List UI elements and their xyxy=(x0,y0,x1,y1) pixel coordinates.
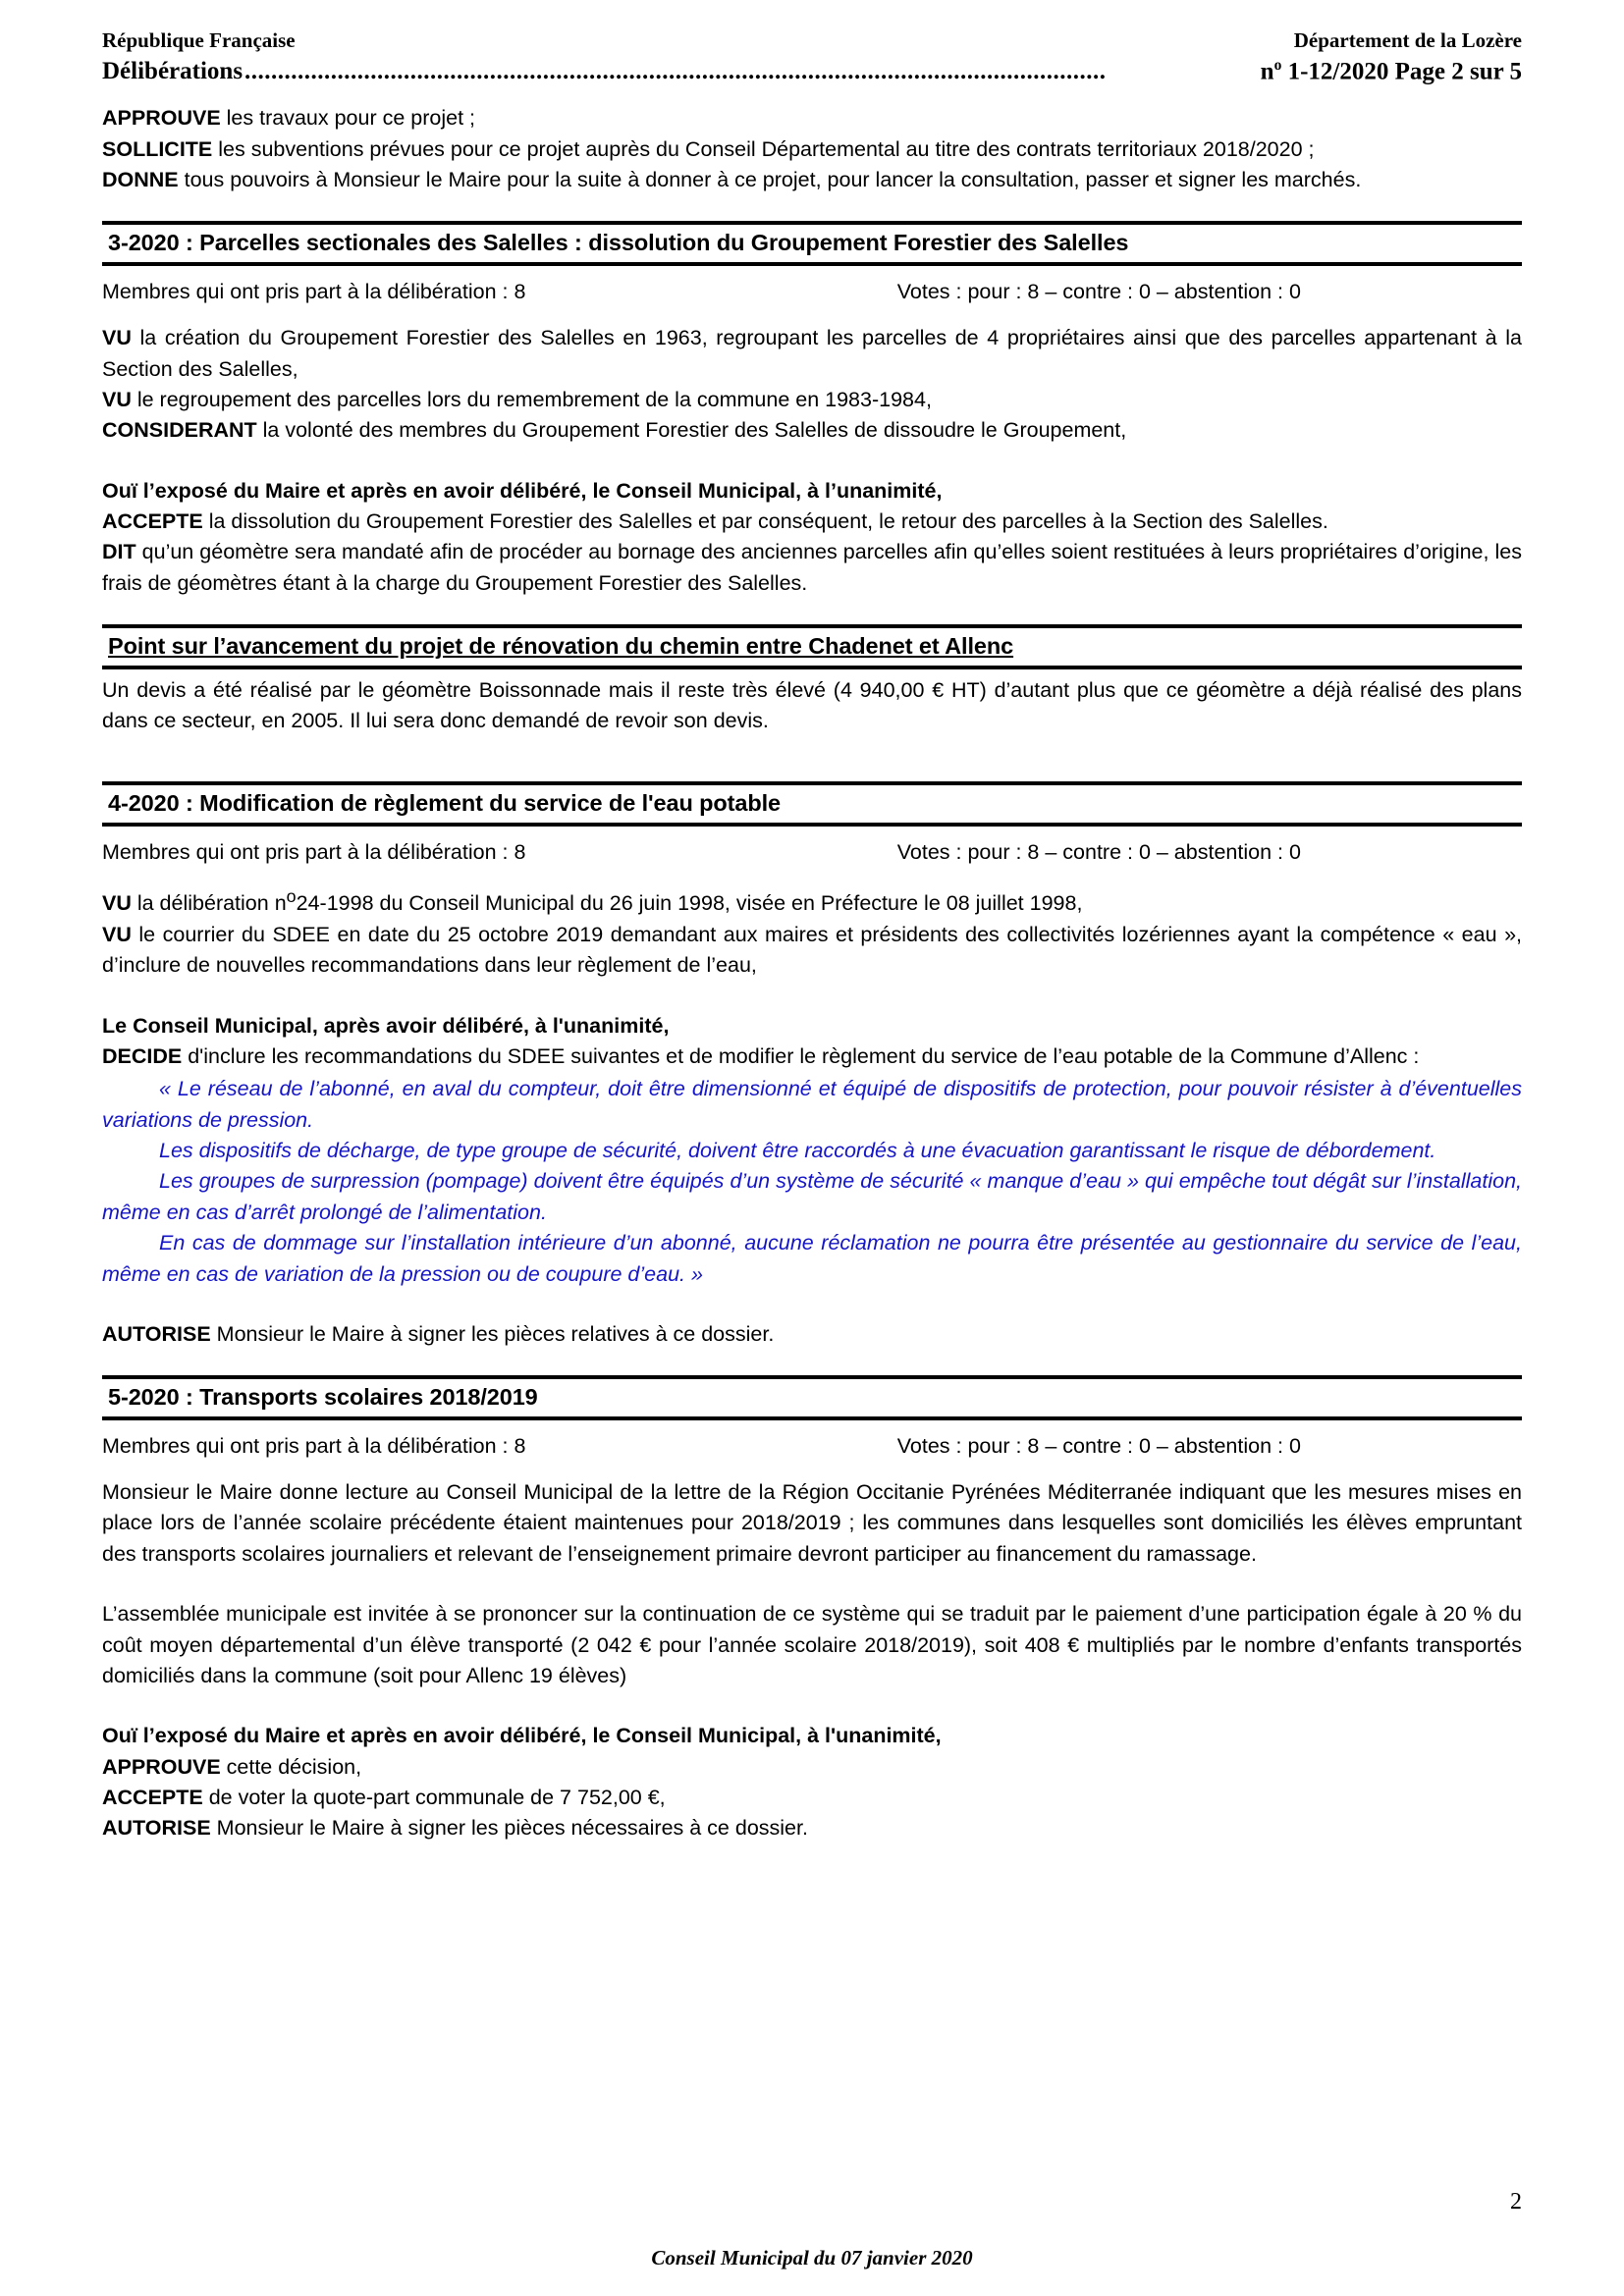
header-top-row xyxy=(102,27,1522,54)
section5-approuve-text: cette décision, xyxy=(220,1754,362,1779)
section-4-2020-decisions xyxy=(102,1011,1522,1073)
intro-approuve-line xyxy=(102,103,1522,133)
quote-paragraph-2: Les dispositifs de décharge, de type groupe de sécurité, doivent être raccordés à une évacuation garantissant le risque de débordement. xyxy=(159,1139,1436,1162)
quote-paragraph-3: Les groupes de surpression (pompage) doivent être équipés d’un système de sécurité « manque d’eau » qui empêche tout dégât sur l’installation, même en cas d’arrêt prolongé de l’alimentation. xyxy=(102,1169,1522,1224)
section-heading-5-2020 xyxy=(102,1375,1522,1420)
section3-considerant-line xyxy=(102,415,1522,446)
spacer xyxy=(102,1290,1522,1319)
keyword-accepte: ACCEPTE xyxy=(102,509,203,533)
votes-tally-3-2020: Votes : pour : 8 – contre : 0 – abstention : 0 xyxy=(896,279,1301,303)
section4-conseil-line: Le Conseil Municipal, après avoir délibéré, à l'unanimité, xyxy=(102,1013,670,1038)
header-dot-leader: .................................................................................................................................. xyxy=(244,59,1107,84)
section5-autorise-line xyxy=(102,1813,1522,1843)
keyword-dit: DIT xyxy=(102,540,136,564)
keyword-accepte: ACCEPTE xyxy=(102,1786,203,1810)
members-count-4-2020: Membres qui ont pris part à la délibération : 8 xyxy=(102,839,526,864)
spacer xyxy=(102,736,1522,781)
section4-vu1-superscript: o xyxy=(286,886,297,907)
header-departement: Département de la Lozère xyxy=(1293,28,1522,52)
votes-tally-4-2020: Votes : pour : 8 – contre : 0 – abstention : 0 xyxy=(896,839,1301,864)
section3-vu1-line xyxy=(102,323,1522,385)
quote-paragraph-1: « Le réseau de l’abonné, en aval du compteur, doit être dimensionné et équipé de dispositifs de protection, pour pouvoir résister à d’éventuelles variations de pression. xyxy=(102,1077,1522,1132)
section4-vu1-text-b: 24-1998 du Conseil Municipal du 26 juin 1998, visée en Préfecture le 08 juillet 1998, xyxy=(296,891,1083,916)
keyword-decide: DECIDE xyxy=(102,1043,183,1068)
page-number: 2 xyxy=(1510,2189,1522,2215)
header-republique: République Française xyxy=(102,28,296,52)
section4-vu2-text: le courrier du SDEE en date du 25 octobre 2019 demandant aux maires et présidents des collectivités lozériennes ayant la compétence « eau », d’inclure de nouvelles recommandations dans leur règlement de l’eau, xyxy=(102,922,1522,978)
section4-vu1-text-a: la délibération n xyxy=(131,891,287,916)
section-heading-point-chemin xyxy=(102,624,1522,669)
spacer xyxy=(102,1570,1522,1599)
header-title-row xyxy=(102,56,1522,87)
document-header xyxy=(102,27,1522,87)
keyword-sollicite: SOLLICITE xyxy=(102,136,213,161)
section-heading-4-2020 xyxy=(102,781,1522,827)
header-ref-rest: 1-12/2020 Page 2 sur 5 xyxy=(1281,58,1522,85)
section-5-2020-body xyxy=(102,1477,1522,1570)
votes-tally-5-2020: Votes : pour : 8 – contre : 0 – abstention : 0 xyxy=(896,1433,1301,1458)
section4-decide-line xyxy=(102,1041,1522,1072)
section3-vu2-line xyxy=(102,385,1522,415)
section3-vu2-text: le regroupement des parcelles lors du remembrement de la commune en 1983-1984, xyxy=(131,387,932,411)
spacer xyxy=(102,1691,1522,1721)
section4-autorise-line xyxy=(102,1319,1522,1350)
header-deliberations-label: Délibérations xyxy=(102,58,244,85)
intro-donne-text: tous pouvoirs à Monsieur le Maire pour la suite à donner à ce projet, pour lancer la consultation, passer et signer les marchés. xyxy=(178,167,1362,191)
keyword-autorise: AUTORISE xyxy=(102,1816,211,1841)
section3-accepte-line xyxy=(102,507,1522,537)
section-5-2020-decisions xyxy=(102,1721,1522,1844)
intro-sollicite-line xyxy=(102,134,1522,165)
sdee-recommendations-quote xyxy=(102,1074,1522,1290)
keyword-vu: VU xyxy=(102,891,132,916)
intro-approuve-text: les travaux pour ce projet ; xyxy=(220,106,475,131)
votes-row-5-2020 xyxy=(102,1430,1522,1462)
members-count-3-2020: Membres qui ont pris part à la délibération : 8 xyxy=(102,279,526,303)
section5-paragraph-2: L’assemblée municipale est invitée à se prononcer sur la continuation de ce système qui se traduit par le paiement d’une participation égale à 20 % du coût moyen départemental d’un élève transporté (2 042 € pour l’année scolaire 2018/2019), soit 408 € multipliés par le nombre d’enfants transportés domiciliés dans la commune (soit pour Allenc 19 élèves) xyxy=(102,1602,1522,1687)
section3-dit-text: qu’un géomètre sera mandaté afin de procéder au bornage des anciennes parcelles afin qu’elles soient restituées à leurs propriétaires d’origine, les frais de géomètres étant à la charge du Groupement Forestier des Salelles. xyxy=(102,540,1522,595)
votes-row-4-2020 xyxy=(102,836,1522,868)
section5-paragraph-1: Monsieur le Maire donne lecture au Conseil Municipal de la lettre de la Région Occitanie Pyrénées Méditerranée indiquant que les mesures mises en place lors de l’année scolaire précédente étaient maintenues pour 2018/2019 ; les communes dans lesquelles sont domiciliés les élèves empruntant des transports scolaires journaliers et relevant de l’enseignement primaire devront participer au financement du ramassage. xyxy=(102,1480,1522,1566)
point-chemin-text: Un devis a été réalisé par le géomètre Boissonnade mais il reste très élevé (4 940,00 € HT) d’autant plus que ce géomètre a déjà réalisé des plans dans ce secteur, en 2005. Il lui sera donc demandé de revoir son devis. xyxy=(102,677,1522,733)
section-5-2020-body-2 xyxy=(102,1599,1522,1691)
footer-caption: Conseil Municipal du 07 janvier 2020 xyxy=(651,2246,973,2269)
intro-donne-line xyxy=(102,165,1522,195)
point-chemin-title: Point sur l’avancement du projet de rénovation du chemin entre Chadenet et Allenc xyxy=(108,633,1014,660)
header-reference xyxy=(1261,56,1522,87)
members-count-5-2020: Membres qui ont pris part à la délibération : 8 xyxy=(102,1433,526,1458)
votes-row-3-2020 xyxy=(102,276,1522,307)
section4-decide-text: d'inclure les recommandations du SDEE suivantes et de modifier le règlement du service de l’eau potable de la Commune d’Allenc : xyxy=(182,1043,1420,1068)
intro-block xyxy=(102,103,1522,195)
section-4-2020-title: 4-2020 : Modification de règlement du service de l'eau potable xyxy=(108,790,781,817)
section5-accepte-text: de voter la quote-part communale de 7 752,00 €, xyxy=(202,1786,666,1810)
section-3-2020-considerations xyxy=(102,323,1522,447)
keyword-approuve: APPROUVE xyxy=(102,106,221,131)
section3-vu1-text: la création du Groupement Forestier des Salelles en 1963, regroupant les parcelles de 4 propriétaires ainsi que des parcelles appartenant à la Section des Salelles, xyxy=(102,326,1522,381)
keyword-vu: VU xyxy=(102,922,132,946)
point-chemin-body xyxy=(102,675,1522,737)
keyword-donne: DONNE xyxy=(102,167,179,191)
section3-considerant-text: la volonté des membres du Groupement Forestier des Salelles de dissoudre le Groupement, xyxy=(256,418,1127,443)
spacer xyxy=(102,982,1522,1011)
section-heading-3-2020 xyxy=(102,221,1522,266)
quote-paragraph-4: En cas de dommage sur l’installation intérieure d’un abonné, aucune réclamation ne pourra être présentée au gestionnaire du service de l’eau, même en cas de variation de la pression ou de coupure d’eau. » xyxy=(102,1231,1522,1286)
keyword-approuve: APPROUVE xyxy=(102,1754,221,1779)
section5-accepte-line xyxy=(102,1783,1522,1813)
header-ref-superscript: o xyxy=(1273,56,1282,74)
section5-approuve-line xyxy=(102,1752,1522,1783)
section5-autorise-text: Monsieur le Maire à signer les pièces nécessaires à ce dossier. xyxy=(210,1816,808,1841)
intro-sollicite-text: les subventions prévues pour ce projet auprès du Conseil Départemental au titre des contrats territoriaux 2018/2020 ; xyxy=(212,136,1315,161)
section-5-2020-title: 5-2020 : Transports scolaires 2018/2019 xyxy=(108,1384,538,1411)
section4-vu2-line xyxy=(102,920,1522,982)
section-3-2020-title: 3-2020 : Parcelles sectionales des Salelles : dissolution du Groupement Forestier des Salelles xyxy=(108,230,1129,256)
spacer xyxy=(102,447,1522,476)
section3-oui-line: Ouï l’exposé du Maire et après en avoir délibéré, le Conseil Municipal, à l’unanimité, xyxy=(102,478,943,503)
section5-oui-line: Ouï l’exposé du Maire et après en avoir délibéré, le Conseil Municipal, à l'unanimité, xyxy=(102,1724,942,1748)
section3-accepte-text: la dissolution du Groupement Forestier des Salelles et par conséquent, le retour des parcelles à la Section des Salelles. xyxy=(202,509,1328,533)
keyword-vu: VU xyxy=(102,387,132,411)
keyword-vu: VU xyxy=(102,326,132,350)
document-footer xyxy=(102,2189,1522,2270)
section-4-2020-authorization xyxy=(102,1319,1522,1350)
section-3-2020-decisions xyxy=(102,476,1522,600)
section4-autorise-text: Monsieur le Maire à signer les pièces relatives à ce dossier. xyxy=(210,1321,775,1346)
section4-vu1-line xyxy=(102,883,1522,920)
header-ref-prefix: n xyxy=(1260,58,1274,85)
section3-dit-line xyxy=(102,537,1522,599)
keyword-autorise: AUTORISE xyxy=(102,1321,211,1346)
keyword-considerant: CONSIDERANT xyxy=(102,418,257,443)
section-4-2020-considerations xyxy=(102,883,1522,981)
